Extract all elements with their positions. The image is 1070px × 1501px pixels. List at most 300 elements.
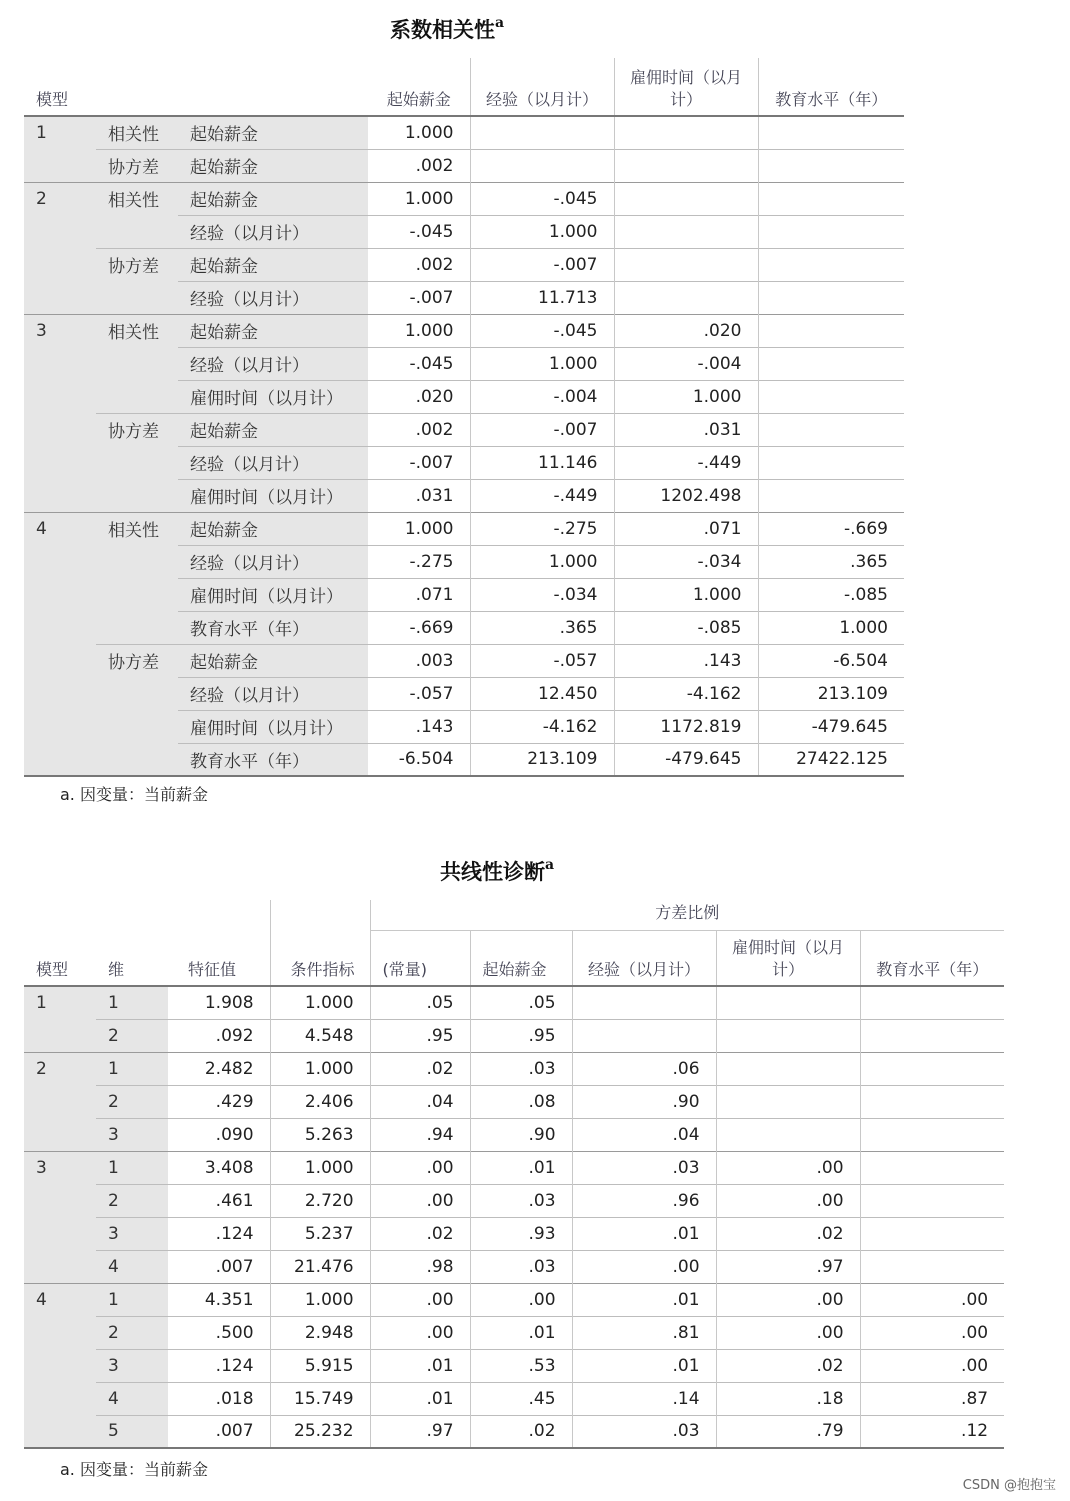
value-cell: 1.000 [470, 545, 614, 578]
dimension-cell: 3 [96, 1118, 168, 1151]
value-cell: .97 [716, 1250, 860, 1283]
value-cell: .98 [370, 1250, 470, 1283]
table-row [24, 611, 904, 644]
model-cell [24, 1085, 96, 1118]
dimension-cell: 3 [96, 1349, 168, 1382]
table1-title: 系数相关性$^a$ [390, 15, 505, 42]
value-cell [758, 413, 904, 446]
variable-cell: 经验（以月计） [178, 347, 368, 380]
table-row [24, 479, 904, 512]
value-cell [758, 479, 904, 512]
model-cell: 1 [24, 116, 96, 149]
value-cell: .007 [168, 1415, 270, 1448]
stat-type-cell: 协方差 [96, 149, 178, 182]
value-cell: .071 [614, 512, 758, 545]
table-row [24, 1217, 1004, 1250]
variable-cell: 起始薪金 [178, 314, 368, 347]
value-cell: .00 [370, 1151, 470, 1184]
value-cell: .002 [368, 149, 470, 182]
value-cell: 213.109 [470, 743, 614, 776]
table2-footnote: a. 因变量：当前薪金 [60, 1460, 208, 1479]
model-cell [24, 248, 96, 281]
table-row [24, 182, 904, 215]
value-cell: -.034 [470, 578, 614, 611]
value-cell: 2.720 [270, 1184, 370, 1217]
model-cell [24, 1019, 96, 1052]
value-cell [860, 1151, 1004, 1184]
coefficient-correlations-table [24, 58, 904, 777]
value-cell: 1.000 [270, 1052, 370, 1085]
model-cell [24, 347, 96, 380]
value-cell: .01 [370, 1382, 470, 1415]
variable-cell: 起始薪金 [178, 248, 368, 281]
table1-footnote: a. 因变量：当前薪金 [60, 785, 208, 804]
variable-cell: 雇佣时间（以月计） [178, 479, 368, 512]
variance-proportions-header: 方差比例 [370, 900, 1004, 930]
value-cell: .143 [368, 710, 470, 743]
model-cell [24, 1217, 96, 1250]
value-cell: .071 [368, 578, 470, 611]
table-row [24, 446, 904, 479]
table-row [24, 1415, 1004, 1448]
stat-type-cell [96, 545, 178, 578]
table-row [24, 512, 904, 545]
value-cell: .94 [370, 1118, 470, 1151]
value-cell: .03 [572, 1151, 716, 1184]
value-cell: .06 [572, 1052, 716, 1085]
header-col-2: 经验（以月计） [470, 58, 614, 116]
value-cell: -.275 [368, 545, 470, 578]
variable-cell: 起始薪金 [178, 149, 368, 182]
variable-cell: 起始薪金 [178, 116, 368, 149]
value-cell: .90 [470, 1118, 572, 1151]
value-cell [614, 149, 758, 182]
value-cell: .96 [572, 1184, 716, 1217]
value-cell: -.669 [368, 611, 470, 644]
value-cell: -479.645 [758, 710, 904, 743]
value-cell: .003 [368, 644, 470, 677]
stat-type-cell: 协方差 [96, 413, 178, 446]
value-cell [758, 281, 904, 314]
value-cell: .18 [716, 1382, 860, 1415]
header-col-2: 特征值 [168, 930, 270, 986]
value-cell: 1.000 [470, 347, 614, 380]
model-cell [24, 215, 96, 248]
stat-type-cell [96, 347, 178, 380]
value-cell [716, 986, 860, 1019]
value-cell: .018 [168, 1382, 270, 1415]
watermark: CSDN @抱抱宝 [962, 1478, 1056, 1493]
table-row [24, 1118, 1004, 1151]
value-cell [716, 1085, 860, 1118]
stat-type-cell [96, 215, 178, 248]
model-cell: 4 [24, 512, 96, 545]
model-cell: 4 [24, 1283, 96, 1316]
header-col-6: 经验（以月计） [572, 930, 716, 986]
table2-title: 共线性诊断$^a$ [440, 857, 555, 884]
value-cell: 1.000 [404, 122, 454, 143]
value-cell: .79 [716, 1415, 860, 1448]
value-cell [716, 1019, 860, 1052]
value-cell: .90 [572, 1085, 716, 1118]
table-row [24, 677, 904, 710]
value-cell: .81 [572, 1316, 716, 1349]
value-cell: -.449 [614, 446, 758, 479]
value-cell [716, 1118, 860, 1151]
model-cell [24, 1316, 96, 1349]
model-cell [24, 644, 96, 677]
table-row [24, 578, 904, 611]
value-cell: 11.146 [470, 446, 614, 479]
header-col-0: 模型 [24, 930, 96, 986]
table-row [24, 380, 904, 413]
variable-cell: 起始薪金 [178, 644, 368, 677]
value-cell: .08 [470, 1085, 572, 1118]
collinearity-diagnostics-table [24, 900, 1004, 1449]
header-col-3: 雇佣时间（以月计） [614, 58, 758, 116]
value-cell: 1.000 [368, 512, 470, 545]
value-cell: .01 [572, 1217, 716, 1250]
value-cell: .95 [370, 1019, 470, 1052]
value-cell: .092 [168, 1019, 270, 1052]
value-cell [614, 182, 758, 215]
dimension-cell: 1 [96, 1151, 168, 1184]
dimension-cell: 2 [96, 1085, 168, 1118]
dimension-cell: 4 [96, 1382, 168, 1415]
value-cell: -.045 [470, 314, 614, 347]
value-cell [860, 986, 1004, 1019]
table-row [24, 1019, 1004, 1052]
value-cell: 2.406 [270, 1085, 370, 1118]
table-row [24, 1052, 1004, 1085]
stat-type-cell: 相关性 [96, 182, 178, 215]
table-row [24, 644, 904, 677]
model-cell [24, 1184, 96, 1217]
value-cell: .124 [168, 1217, 270, 1250]
value-cell [614, 116, 758, 149]
dimension-cell: 4 [96, 1250, 168, 1283]
dimension-cell: 3 [96, 1217, 168, 1250]
value-cell [860, 1085, 1004, 1118]
stat-type-cell [96, 743, 178, 776]
header-col-7: 雇佣时间（以月计） [716, 930, 860, 986]
table-row [24, 1085, 1004, 1118]
table-row [24, 347, 904, 380]
value-cell: 27422.125 [758, 743, 904, 776]
variable-cell: 雇佣时间（以月计） [178, 578, 368, 611]
value-cell: .500 [168, 1316, 270, 1349]
variable-cell: 经验（以月计） [178, 446, 368, 479]
value-cell: -479.645 [614, 743, 758, 776]
table-row [24, 1151, 1004, 1184]
value-cell: -.669 [758, 512, 904, 545]
value-cell: .00 [860, 1349, 1004, 1382]
value-cell: .007 [168, 1250, 270, 1283]
value-cell: .00 [716, 1184, 860, 1217]
variable-cell: 经验（以月计） [178, 677, 368, 710]
value-cell: -.085 [614, 611, 758, 644]
value-cell: -.045 [368, 215, 470, 248]
value-cell [572, 1019, 716, 1052]
value-cell: .429 [168, 1085, 270, 1118]
model-cell: 3 [24, 1151, 96, 1184]
value-cell: 213.109 [758, 677, 904, 710]
variable-cell: 起始薪金 [178, 512, 368, 545]
header-col-1: 起始薪金 [368, 58, 470, 116]
table2-header-row [24, 930, 1004, 986]
header-col-4: 教育水平（年） [758, 58, 904, 116]
value-cell: -4.162 [470, 710, 614, 743]
value-cell: .00 [860, 1316, 1004, 1349]
model-cell [24, 446, 96, 479]
value-cell: -.004 [614, 347, 758, 380]
value-cell: 4.351 [168, 1283, 270, 1316]
value-cell [758, 116, 904, 149]
value-cell: -.007 [470, 248, 614, 281]
model-cell [24, 578, 96, 611]
table-row [24, 413, 904, 446]
value-cell: 1.908 [204, 992, 254, 1013]
table-row [24, 743, 904, 776]
model-cell [24, 677, 96, 710]
value-cell: .124 [168, 1349, 270, 1382]
value-cell: .00 [716, 1151, 860, 1184]
table-row [24, 545, 904, 578]
value-cell: .002 [368, 413, 470, 446]
value-cell: 1202.498 [614, 479, 758, 512]
value-cell: 1.000 [270, 986, 370, 1019]
value-cell: .45 [470, 1382, 572, 1415]
table-row [24, 314, 904, 347]
value-cell [614, 248, 758, 281]
value-cell: .03 [572, 1415, 716, 1448]
table-row [24, 1250, 1004, 1283]
value-cell: 1.000 [614, 380, 758, 413]
value-cell: .031 [368, 479, 470, 512]
value-cell [860, 1184, 1004, 1217]
model-cell [24, 149, 96, 182]
value-cell: -.045 [368, 347, 470, 380]
stat-type-cell [96, 479, 178, 512]
stat-type-cell [96, 677, 178, 710]
value-cell: .03 [470, 1184, 572, 1217]
value-cell: 1.000 [470, 215, 614, 248]
header-col-8: 教育水平（年） [860, 930, 1004, 986]
stat-type-cell [96, 578, 178, 611]
table-row [24, 116, 904, 149]
value-cell: 15.749 [270, 1382, 370, 1415]
table-row [24, 710, 904, 743]
stat-type-cell [96, 281, 178, 314]
value-cell: .01 [572, 1349, 716, 1382]
stat-type-cell: 相关性 [96, 116, 178, 149]
value-cell: .97 [370, 1415, 470, 1448]
value-cell [860, 1019, 1004, 1052]
variable-cell: 起始薪金 [178, 413, 368, 446]
value-cell: -.007 [368, 281, 470, 314]
value-cell: 2.948 [270, 1316, 370, 1349]
value-cell: .020 [614, 314, 758, 347]
table2-group-header-row [24, 900, 1004, 930]
dimension-cell: 2 [96, 1019, 168, 1052]
dimension-cell: 2 [96, 1316, 168, 1349]
variable-cell: 经验（以月计） [178, 545, 368, 578]
value-cell: 4.548 [270, 1019, 370, 1052]
stat-type-cell: 协方差 [96, 644, 178, 677]
stat-type-cell [96, 380, 178, 413]
table-row [24, 1184, 1004, 1217]
value-cell: .02 [370, 1052, 470, 1085]
value-cell [758, 347, 904, 380]
value-cell: .12 [860, 1415, 1004, 1448]
value-cell: 1.000 [270, 1283, 370, 1316]
variable-cell: 教育水平（年） [178, 611, 368, 644]
value-cell [716, 1052, 860, 1085]
value-cell: .00 [370, 1316, 470, 1349]
header-col-1: 维 [96, 930, 168, 986]
model-cell [24, 545, 96, 578]
header-model: 模型 [24, 58, 368, 116]
value-cell: -.449 [470, 479, 614, 512]
value-cell [758, 149, 904, 182]
value-cell: .01 [572, 1283, 716, 1316]
dimension-cell: 2 [96, 1184, 168, 1217]
value-cell: 25.232 [270, 1415, 370, 1448]
variable-cell: 经验（以月计） [178, 215, 368, 248]
table-row [24, 986, 1004, 1019]
value-cell [758, 446, 904, 479]
value-cell [860, 1052, 1004, 1085]
value-cell: .87 [860, 1382, 1004, 1415]
value-cell: .04 [572, 1118, 716, 1151]
value-cell [758, 314, 904, 347]
value-cell: .02 [716, 1217, 860, 1250]
model-cell: 2 [24, 182, 96, 215]
value-cell: -.007 [368, 446, 470, 479]
stat-type-cell: 相关性 [96, 314, 178, 347]
dimension-cell: 1 [96, 1052, 168, 1085]
value-cell: .95 [470, 1019, 572, 1052]
value-cell: 11.713 [470, 281, 614, 314]
value-cell [758, 182, 904, 215]
variable-cell: 经验（以月计） [178, 281, 368, 314]
value-cell: .02 [716, 1349, 860, 1382]
value-cell: .01 [470, 1151, 572, 1184]
value-cell: -6.504 [758, 644, 904, 677]
model-cell [24, 479, 96, 512]
value-cell: .93 [470, 1217, 572, 1250]
value-cell: .53 [470, 1349, 572, 1382]
model-cell: 2 [24, 1052, 96, 1085]
value-cell: 21.476 [270, 1250, 370, 1283]
value-cell [758, 248, 904, 281]
value-cell [470, 116, 614, 149]
table-row [24, 149, 904, 182]
value-cell: 1.000 [758, 611, 904, 644]
value-cell: 1.000 [270, 1151, 370, 1184]
value-cell [758, 380, 904, 413]
model-cell [24, 1415, 96, 1448]
value-cell: 1.000 [368, 314, 470, 347]
value-cell: -.004 [470, 380, 614, 413]
table1-header-row [24, 58, 904, 116]
value-cell: .143 [614, 644, 758, 677]
value-cell: 12.450 [470, 677, 614, 710]
value-cell: -.045 [470, 182, 614, 215]
table-row [24, 1382, 1004, 1415]
model-cell [24, 1382, 96, 1415]
dimension-cell: 1 [96, 1283, 168, 1316]
header-col-3: 条件指标 [270, 930, 370, 986]
value-cell: 5.237 [270, 1217, 370, 1250]
value-cell: .02 [470, 1415, 572, 1448]
value-cell: .00 [370, 1184, 470, 1217]
value-cell: .365 [758, 545, 904, 578]
value-cell: -.275 [470, 512, 614, 545]
value-cell: .00 [716, 1316, 860, 1349]
table-row [24, 1349, 1004, 1382]
value-cell: 2.482 [168, 1052, 270, 1085]
header-col-4: (常量) [370, 930, 470, 986]
value-cell: .461 [168, 1184, 270, 1217]
value-cell [572, 986, 716, 1019]
value-cell: .00 [572, 1250, 716, 1283]
dimension-cell: 1 [96, 986, 168, 1019]
table-row [24, 248, 904, 281]
value-cell: -.085 [758, 578, 904, 611]
stat-type-cell: 协方差 [96, 248, 178, 281]
value-cell: .00 [860, 1283, 1004, 1316]
value-cell [614, 281, 758, 314]
model-cell [24, 281, 96, 314]
value-cell [860, 1118, 1004, 1151]
header-col-5: 起始薪金 [470, 930, 572, 986]
variable-cell: 起始薪金 [178, 182, 368, 215]
value-cell: .03 [470, 1052, 572, 1085]
value-cell [860, 1250, 1004, 1283]
model-cell [24, 710, 96, 743]
value-cell: .14 [572, 1382, 716, 1415]
table-row [24, 281, 904, 314]
value-cell: 3.408 [168, 1151, 270, 1184]
value-cell: .05 [470, 986, 572, 1019]
stat-type-cell [96, 446, 178, 479]
model-cell [24, 743, 96, 776]
value-cell: -4.162 [614, 677, 758, 710]
variable-cell: 雇佣时间（以月计） [178, 380, 368, 413]
model-cell [24, 1250, 96, 1283]
stat-type-cell [96, 710, 178, 743]
stat-type-cell [96, 611, 178, 644]
value-cell: -.034 [614, 545, 758, 578]
value-cell: .02 [370, 1217, 470, 1250]
value-cell: .002 [368, 248, 470, 281]
value-cell [758, 215, 904, 248]
value-cell: .04 [370, 1085, 470, 1118]
model-cell: 3 [24, 314, 96, 347]
value-cell: 1172.819 [614, 710, 758, 743]
model-cell [24, 413, 96, 446]
value-cell: .01 [470, 1316, 572, 1349]
dimension-cell: 5 [96, 1415, 168, 1448]
value-cell: -.057 [368, 677, 470, 710]
value-cell: -.007 [470, 413, 614, 446]
value-cell: .031 [614, 413, 758, 446]
model-cell [24, 380, 96, 413]
value-cell: .00 [470, 1283, 572, 1316]
value-cell: .00 [716, 1283, 860, 1316]
blank-header [24, 900, 270, 930]
